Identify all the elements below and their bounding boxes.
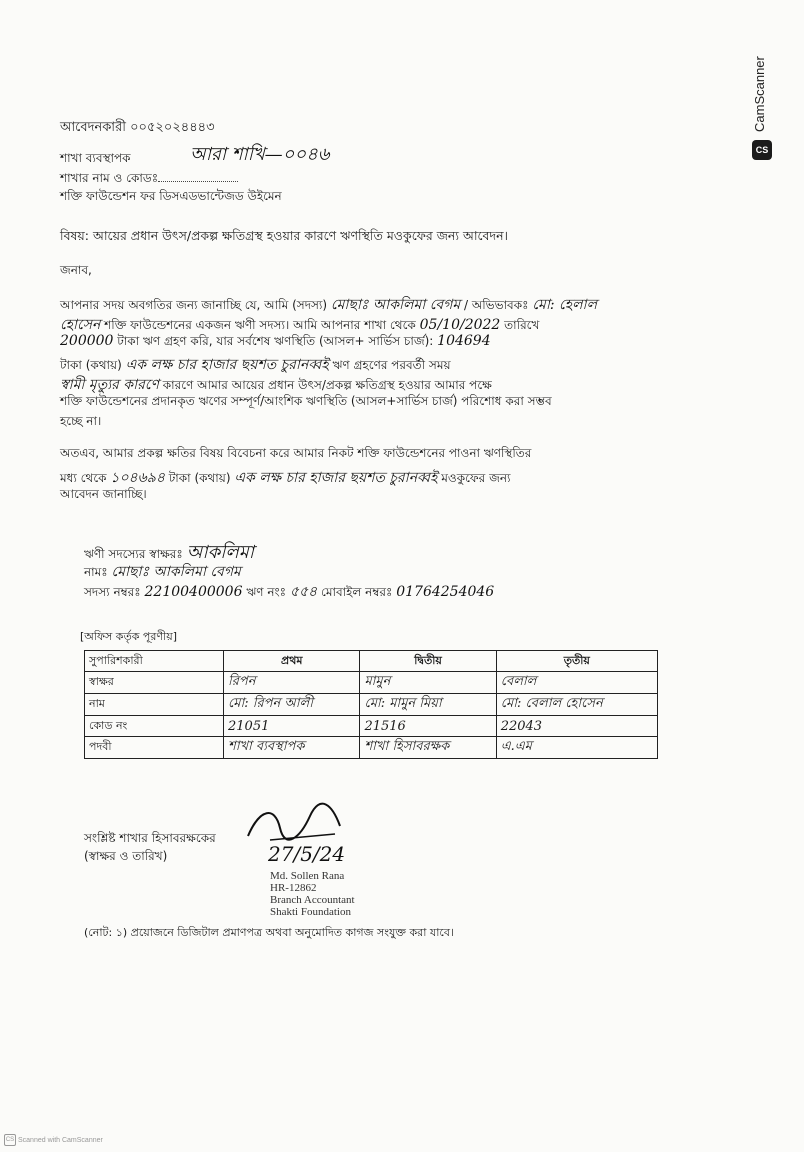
loan-balance-handwriting: 104694 [437,333,491,349]
waiver-amount-handwriting: ১০৪৬৯৪ [110,470,165,486]
scanner-footer-mark: CS Scanned with CamScanner [4,1134,103,1146]
member-name-row: নামঃ মোছাঃ আকলিমা বেগম [84,564,241,580]
camscanner-watermark [752,40,774,160]
signature-date: 27/5/24 [268,842,346,866]
body-line-3: 200000 টাকা ঋণ গ্রহণ করি, যার সর্বশেষ ঋণস্থিতি (আসল+ সার্ভিস চার্জ): 104694 [60,333,491,349]
accountant-sublabel: (স্বাক্ষর ও তারিখ) [84,849,168,863]
member-ids-row: সদস্য নম্বরঃ 22100400006 ঋণ নংঃ ৫৫৪ মোবাইল নম্বরঃ 01764254046 [84,584,495,600]
footer-note: (নোট: ১) প্রয়োজনে ডিজিটাল প্রমাণপত্র অথবা অনুমোদিত কাগজ সংযুক্ত করা যাবে। [84,926,454,939]
recommendation-table [84,650,658,759]
table-header: তৃতীয় [496,651,657,672]
branch-manager-handwriting: আরা শাখি—০০৪৬ [190,144,330,165]
body-line-6: শক্তি ফাউন্ডেশনের প্রদানকৃত ঋণের সম্পূর্ণ/আংশিক ঋণস্থিতি (আসল+সার্ভিস চার্জ) পরিশোধ করা সম্ভব [60,394,552,408]
table-header: প্রথম [224,651,360,672]
loan-date-handwriting: 05/10/2022 [419,317,501,333]
loan-amount-handwriting: 200000 [60,333,114,349]
table-cell: এ.এম [496,737,657,759]
reference-number: আবেদনকারী ০০৫২০২৪৪৪৩ [60,120,215,135]
table-cell: বেলাল [496,672,657,694]
body-p2-line-2: মধ্য থেকে ১০৪৬৯৪ টাকা (কথায়) এক লক্ষ চার হাজার ছয়শত চুরানব্বই মওকুফের জন্য [60,470,511,486]
subject-line: বিষয়: আয়ের প্রধান উৎস/প্রকল্প ক্ষতিগ্রস্থ হওয়ার কারণে ঋণস্থিতি মওকুফের জন্য আবেদন। [60,228,509,243]
guardian-name-handwriting: মো: হেলাল [532,297,597,313]
member-signature-row: ঋণী সদস্যের স্বাক্ষরঃ আকলিমা [84,542,255,563]
table-cell: 21051 [224,716,360,737]
table-cell: মো: বেলাল হোসেন [496,694,657,716]
table-row [85,737,658,759]
row-label: নাম [85,694,224,716]
branch-manager-label: শাখা ব্যবস্থাপক [60,151,131,165]
body-line-2: হোসেন শক্তি ফাউন্ডেশনের একজন ঋণী সদস্য। আমি আপনার শাখা থেকে 05/10/2022 তারিখে [60,317,540,333]
salutation: জনাব, [60,263,92,277]
watermark-text: CamScanner [752,56,767,132]
table-cell: শাখা ব্যবস্থাপক [224,737,360,759]
table-caption: [অফিস কর্তৃক পূরণীয়] [80,630,177,643]
organization-name: শক্তি ফাউন্ডেশন ফর ডিসএডভান্টেজড উইমেন [60,189,282,203]
table-cell: রিপন [224,672,360,694]
accountant-signature-icon [240,798,350,848]
member-name-handwriting: মোছাঃ আকলিমা বেগম [330,297,461,313]
row-label: কোড নং [85,716,224,737]
table-header: দ্বিতীয় [360,651,496,672]
camscanner-small-icon: CS [4,1134,16,1146]
body-p2-line-1: অতএব, আমার প্রকল্প ক্ষতির বিষয় বিবেচনা করে আমার নিকট শক্তি ফাউন্ডেশনের পাওনা ঋণস্থিতির [60,446,532,460]
body-line-7: হচ্ছে না। [60,414,102,428]
row-label: পদবী [85,737,224,759]
mobile-number-handwriting: 01764254046 [396,584,495,600]
camscanner-logo-icon: CS [752,140,772,160]
body-line-4: টাকা (কথায়) এক লক্ষ চার হাজার ছয়শত চুরানব্বই ঋণ গ্রহণের পরবর্তী সময় [60,357,451,373]
table-row [85,716,658,737]
table-row [85,694,658,716]
table-cell: 22043 [496,716,657,737]
accountant-label: সংশ্লিষ্ট শাখার হিসাবরক্ষকের [84,831,216,845]
table-cell: মামুন [360,672,496,694]
table-cell: 21516 [360,716,496,737]
reason-handwriting: স্বামী মৃত্যুর কারণে [60,377,159,393]
table-header: সুপারিশকারী [85,651,224,672]
member-signature: আকলিমা [186,542,255,563]
table-cell: মো: রিপন আলী [224,694,360,716]
member-id-handwriting: 22100400006 [144,584,243,600]
table-cell: মো: মামুন মিয়া [360,694,496,716]
table-cell: শাখা হিসাবরক্ষক [360,737,496,759]
row-label: স্বাক্ষর [85,672,224,694]
table-row [85,672,658,694]
branch-name-label: শাখার নাম ও কোডঃ [60,170,238,190]
body-line-5: স্বামী মৃত্যুর কারণে কারণে আমার আয়ের প্রধান উৎস/প্রকল্প ক্ষতিগ্রস্থ হওয়ার আমার পক্ষে [60,377,492,393]
table-header-row [85,651,658,672]
body-line-1: আপনার সদয় অবগতির জন্য জানাচ্ছি যে, আমি (সদস্য) মোছাঃ আকলিমা বেগম / অভিভাবকঃ মো: হেলাল [60,297,597,313]
accountant-stamp: Md. Sollen Rana HR-12862 Branch Accountant Shakti Foundation [270,870,355,918]
body-p2-line-3: আবেদন জানাচ্ছি। [60,487,147,501]
